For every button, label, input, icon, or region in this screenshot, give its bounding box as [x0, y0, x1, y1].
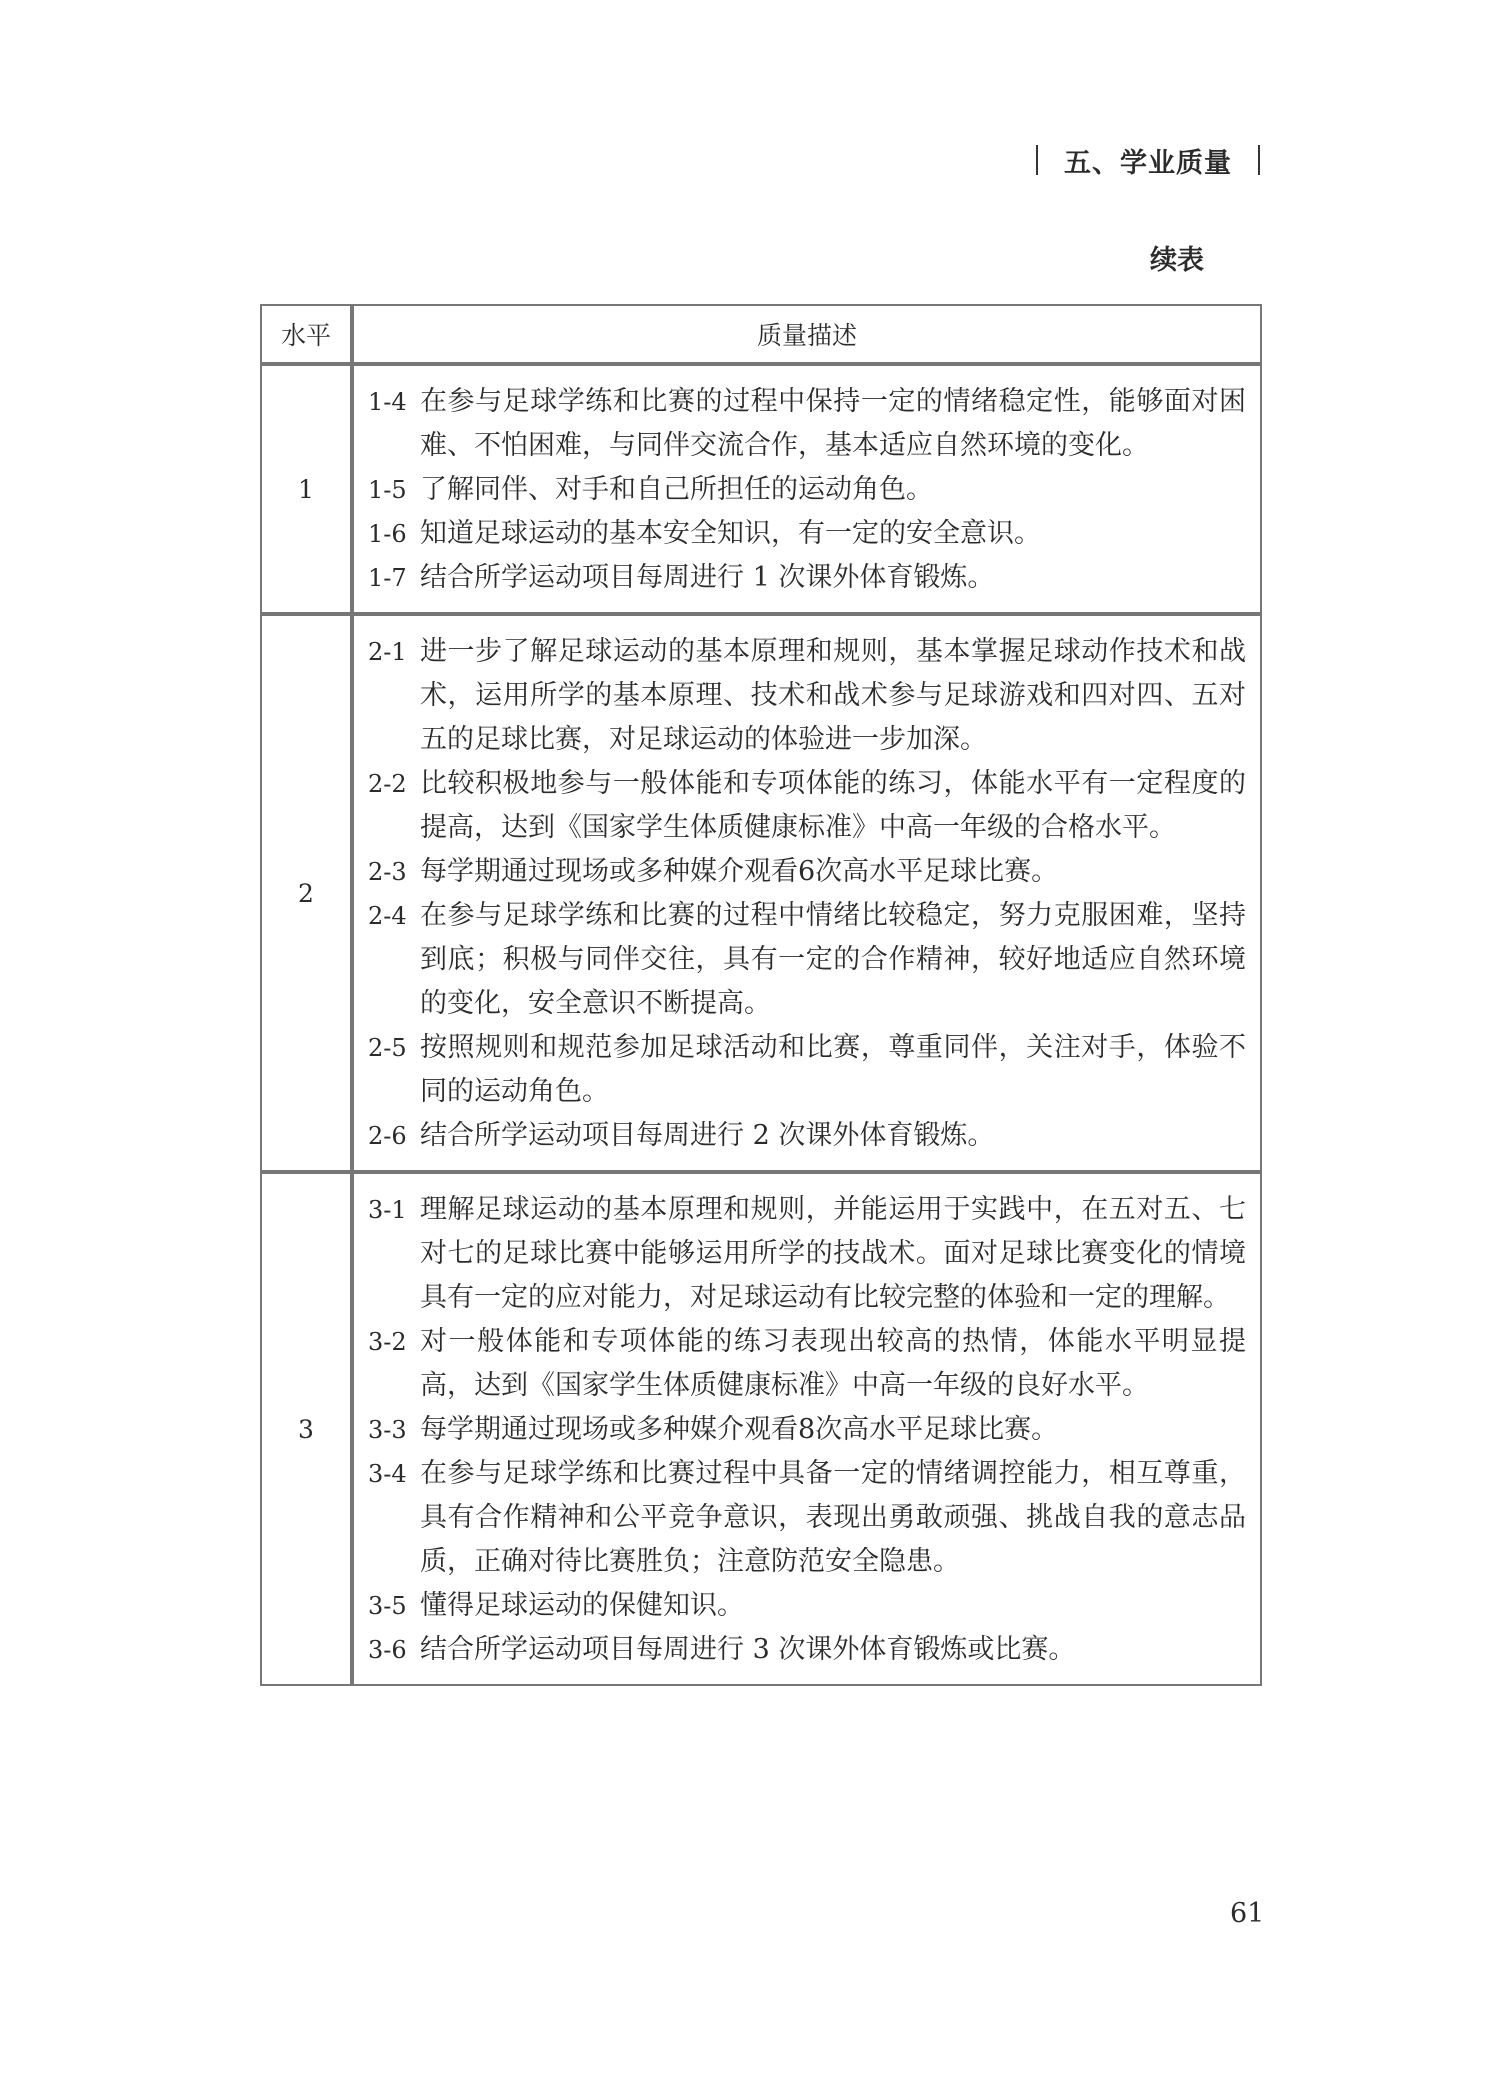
list-item: [368, 1452, 1246, 1584]
description-column-header: 质量描述: [352, 305, 1261, 364]
level-column-header: 水平: [261, 305, 352, 364]
item-number: 2-2: [368, 770, 407, 798]
item-number: 3-4: [368, 1460, 407, 1488]
item-text: 每学期通过现场或多种媒介观看6次高水平足球比赛。: [420, 856, 1059, 887]
page-number: 61: [1230, 1898, 1265, 1929]
item-number: 2-1: [368, 638, 407, 666]
quality-table: [260, 304, 1262, 1686]
item-text: 在参与足球学练和比赛的过程中情绪比较稳定，努力克服困难，坚持到底；积极与同伴交往，具有一定的合作精神，较好地适应自然环境的变化，安全意识不断提高。: [420, 900, 1246, 1019]
item-text: 理解足球运动的基本原理和规则，并能运用于实践中，在五对五、七对七的足球比赛中能够运用所学的技战术。面对足球比赛变化的情境具有一定的应对能力，对足球运动有比较完整的体验和一定的理解。: [420, 1194, 1246, 1313]
item-number: 3-1: [368, 1196, 407, 1224]
table-header-row: [261, 305, 1261, 364]
level-cell: 3: [261, 1172, 352, 1685]
item-number: 3-3: [368, 1416, 407, 1444]
list-item: [368, 1628, 1246, 1672]
list-item: [368, 1408, 1246, 1452]
running-head: [1036, 138, 1260, 182]
item-number: 2-4: [368, 902, 407, 930]
level-cell: 2: [261, 614, 352, 1172]
item-number: 1-5: [368, 476, 407, 504]
level-cell: 1: [261, 364, 352, 614]
item-number: 3-5: [368, 1592, 407, 1620]
description-cell: [352, 614, 1261, 1172]
item-text: 在参与足球学练和比赛过程中具备一定的情绪调控能力，相互尊重，具有合作精神和公平竞争意识，表现出勇敢顽强、挑战自我的意志品质，正确对待比赛胜负；注意防范安全隐患。: [420, 1458, 1246, 1577]
item-text: 比较积极地参与一般体能和专项体能的练习，体能水平有一定程度的提高，达到《国家学生体质健康标准》中高一年级的合格水平。: [420, 768, 1246, 843]
list-item: [368, 1584, 1246, 1628]
list-item: [368, 512, 1246, 556]
table-body: [261, 364, 1261, 1685]
list-item: [368, 556, 1246, 600]
table-row: [261, 1172, 1261, 1685]
item-number: 1-4: [368, 388, 407, 416]
item-text: 每学期通过现场或多种媒介观看8次高水平足球比赛。: [420, 1414, 1059, 1445]
list-item: [368, 380, 1246, 468]
item-text: 结合所学运动项目每周进行 3 次课外体育锻炼或比赛。: [420, 1634, 1076, 1665]
item-text: 结合所学运动项目每周进行 1 次课外体育锻炼。: [420, 562, 995, 593]
item-number: 2-6: [368, 1122, 407, 1150]
item-number: 2-3: [368, 858, 407, 886]
table-row: [261, 364, 1261, 614]
running-head-right-bar: [1258, 145, 1260, 175]
list-item: [368, 1026, 1246, 1114]
item-number: 3-2: [368, 1328, 407, 1356]
list-item: [368, 850, 1246, 894]
item-text: 结合所学运动项目每周进行 2 次课外体育锻炼。: [420, 1120, 995, 1151]
item-text: 进一步了解足球运动的基本原理和规则，基本掌握足球动作技术和战术，运用所学的基本原理、技术和战术参与足球游戏和四对四、五对五的足球比赛，对足球运动的体验进一步加深。: [420, 636, 1246, 755]
item-number: 1-7: [368, 564, 407, 592]
list-item: [368, 894, 1246, 1026]
item-text: 知道足球运动的基本安全知识，有一定的安全意识。: [420, 518, 1041, 549]
description-cell: [352, 1172, 1261, 1685]
table-row: [261, 614, 1261, 1172]
continued-table-label: 续表: [1150, 245, 1204, 276]
list-item: [368, 1114, 1246, 1158]
item-text: 对一般体能和专项体能的练习表现出较高的热情，体能水平明显提高，达到《国家学生体质健康标准》中高一年级的良好水平。: [420, 1326, 1246, 1401]
list-item: [368, 630, 1246, 762]
running-head-title: 五、学业质量: [1064, 147, 1232, 179]
item-number: 2-5: [368, 1034, 407, 1062]
list-item: [368, 1188, 1246, 1320]
list-item: [368, 762, 1246, 850]
item-text: 懂得足球运动的保健知识。: [420, 1590, 744, 1621]
list-item: [368, 1320, 1246, 1408]
item-text: 在参与足球学练和比赛的过程中保持一定的情绪稳定性，能够面对困难、不怕困难，与同伴交流合作，基本适应自然环境的变化。: [420, 386, 1246, 461]
description-cell: [352, 364, 1261, 614]
item-number: 1-6: [368, 520, 407, 548]
list-item: [368, 468, 1246, 512]
item-text: 按照规则和规范参加足球活动和比赛，尊重同伴，关注对手，体验不同的运动角色。: [420, 1032, 1246, 1107]
item-number: 3-6: [368, 1636, 407, 1664]
item-text: 了解同伴、对手和自己所担任的运动角色。: [420, 474, 933, 505]
